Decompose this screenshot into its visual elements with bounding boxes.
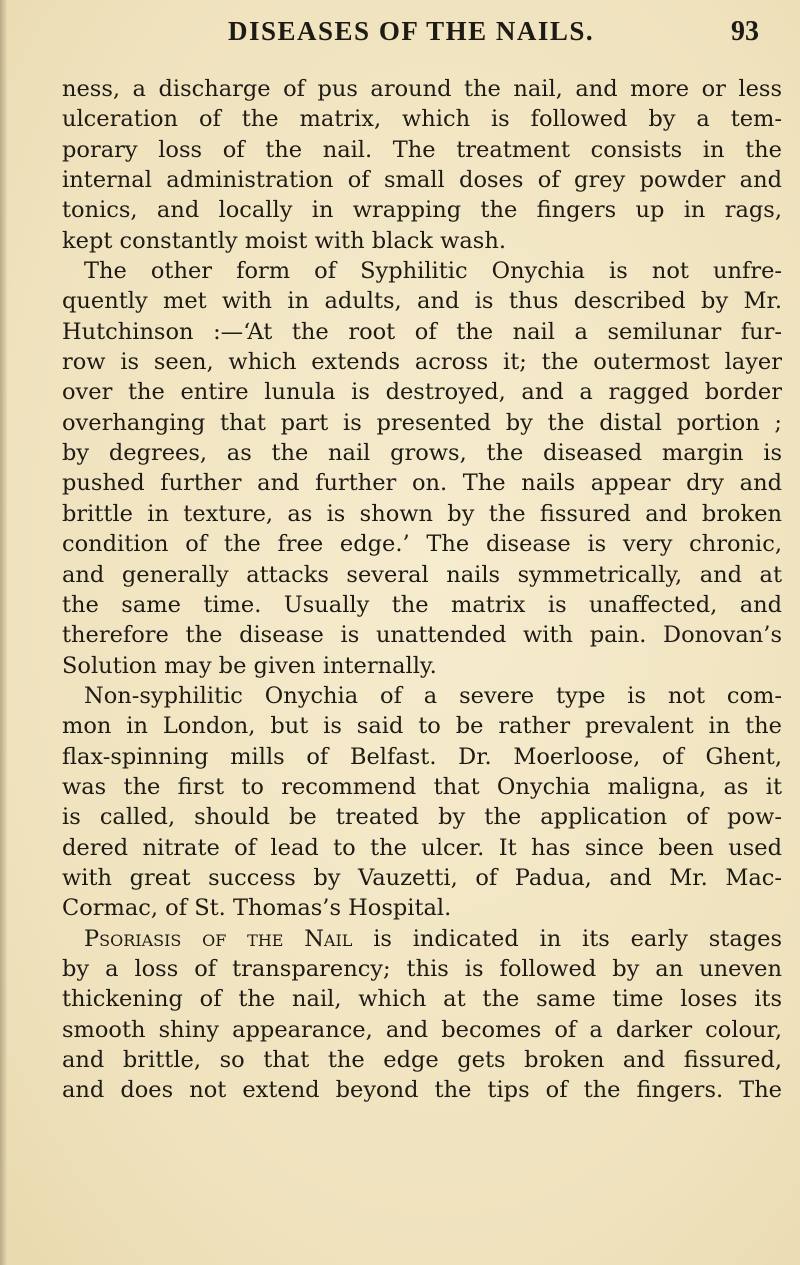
text-line: by a loss of transparency; this is followed by an uneven: [62, 955, 782, 982]
running-title: DISEASES OF THE NAILS.: [228, 16, 595, 46]
text-line: pushed further and further on. The nails appear dry and: [62, 470, 782, 497]
text-line: tonics, and locally in wrapping the fingers up in rags,: [62, 197, 782, 224]
text-line: with great success by Vauzetti, of Padua, and Mr. Mac-: [62, 864, 782, 891]
text-line: smooth shiny appearance, and becomes of a darker colour,: [62, 1016, 782, 1043]
page-binding-edge: [0, 0, 7, 1265]
text-line: quently met with in adults, and is thus described by Mr.: [62, 288, 782, 315]
running-head: [0, 16, 800, 56]
text-line: kept constantly moist with black wash.: [62, 227, 507, 254]
text-line: internal administration of small doses of grey powder and: [62, 167, 782, 194]
text-line-with-heading: [62, 924, 782, 954]
text-line: ness, a discharge of pus around the nail, and more or less: [62, 76, 782, 102]
text-line: row is seen, which extends across it; the outermost layer: [62, 349, 782, 376]
text-line: and brittle, so that the edge gets broken and fissured,: [62, 1047, 782, 1073]
text-line: and generally attacks several nails symmetrically, and at: [62, 561, 782, 588]
text-line: by degrees, as the nail grows, the diseased margin is: [62, 440, 782, 467]
text-fragment: is indicated in its early stages: [373, 925, 782, 952]
text-line: the same time. Usually the matrix is unaffected, and: [62, 591, 782, 618]
inline-heading: Psoriasis of the Nail: [84, 925, 353, 952]
text-line: mon in London, but is said to be rather prevalent in the: [62, 713, 782, 740]
text-line: brittle in texture, as is shown by the fissured and broken: [62, 500, 782, 527]
text-line: thickening of the nail, which at the same time loses its: [62, 986, 782, 1013]
text-line: porary loss of the nail. The treatment consists in the: [62, 136, 782, 163]
text-line: over the entire lunula is destroyed, and a ragged border: [62, 379, 782, 406]
text-line: Cormac, of St. Thomas’s Hospital.: [62, 895, 452, 922]
text-line: and does not extend beyond the tips of the fingers. The: [62, 1077, 782, 1104]
text-line: condition of the free edge.’ The disease is very chronic,: [62, 531, 782, 558]
text-line: is called, should be treated by the application of pow-: [62, 804, 782, 831]
text-line: Hutchinson :—‘At the root of the nail a semilunar fur-: [62, 318, 782, 345]
text-line: was the first to recommend that Onychia maligna, as it: [62, 773, 782, 800]
text-line: ulceration of the matrix, which is followed by a tem-: [62, 106, 782, 133]
text-line: overhanging that part is presented by the distal portion ;: [62, 409, 782, 436]
text-line: dered nitrate of lead to the ulcer. It has since been used: [62, 834, 782, 861]
body-text: [62, 74, 782, 1106]
text-line: flax-spinning mills of Belfast. Dr. Moerloose, of Ghent,: [62, 743, 782, 770]
page-number: 93: [731, 16, 759, 47]
text-line: The other form of Syphilitic Onychia is not unfre-: [84, 258, 782, 285]
text-line: therefore the disease is unattended with pain. Donovan’s: [62, 622, 782, 649]
text-line: Non-syphilitic Onychia of a severe type is not com-: [84, 682, 782, 709]
text-line: Solution may be given internally.: [62, 652, 437, 679]
